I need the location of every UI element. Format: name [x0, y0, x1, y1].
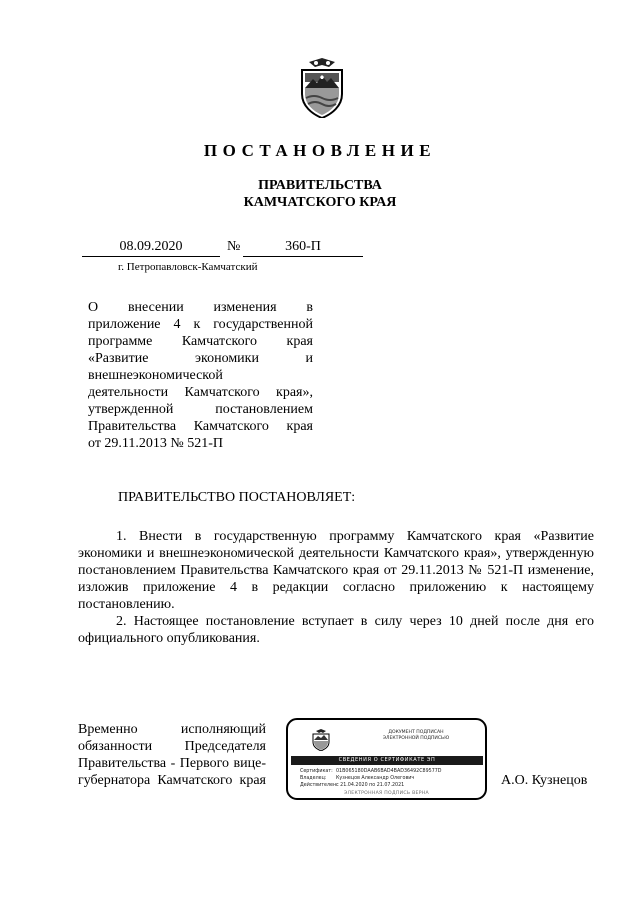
signer-line: обязанности Председателя	[78, 739, 266, 754]
city-name: г. Петропавловск-Камчатский	[118, 261, 258, 273]
stamp-valid-row	[300, 782, 442, 789]
subject-line: О внесении изменения в	[88, 300, 313, 315]
subject-line: приложение 4 к государственной	[88, 317, 313, 332]
stamp-valid-value: с 21.04.2020 по 21.07.2021	[336, 783, 405, 788]
document-number: 360-П	[243, 239, 363, 257]
subject-line: «Развитие экономики и	[88, 351, 313, 366]
signer-line: губернатора Камчатского края	[78, 773, 266, 788]
stamp-cert-row	[300, 768, 442, 775]
number-sign: №	[227, 239, 241, 254]
stamp-header-line-2: ЭЛЕКТРОННОЙ ПОДПИСЬЮ	[382, 736, 450, 741]
stamp-header	[346, 730, 486, 742]
signer-position	[78, 721, 266, 789]
stamp-owner-row	[300, 775, 442, 782]
document-subject	[88, 299, 313, 452]
issuer-line-2: КАМЧАТСКОГО КРАЯ	[243, 195, 397, 210]
electronic-signature-stamp	[286, 718, 487, 800]
stamp-footer: ЭЛЕКТРОННАЯ ПОДПИСЬ ВЕРНА	[343, 791, 429, 796]
stamp-owner-label: Владелец:	[300, 776, 327, 781]
stamp-details	[300, 768, 442, 789]
decree-heading: ПРАВИТЕЛЬСТВО ПОСТАНОВЛЯЕТ:	[118, 490, 356, 505]
issuer-heading	[0, 177, 640, 211]
subject-line: программе Камчатского края	[88, 334, 313, 349]
subject-line: деятельности Камчатского края»,	[88, 385, 313, 400]
paragraph-2: 2. Настоящее постановление вступает в силу через 10 дней после дня его официального опубликования.	[78, 614, 594, 646]
stamp-owner-value: Кузнецов Александр Олегович	[336, 776, 415, 781]
document-type-title: ПОСТАНОВЛЕНИЕ	[203, 141, 437, 160]
signer-line: Временно исполняющий	[78, 722, 266, 737]
stamp-cert-value: 01B065180DAAB6BAD4BAD36492C89577D	[336, 769, 442, 774]
stamp-cert-label: Сертификат:	[300, 769, 333, 774]
stamp-band: СВЕДЕНИЯ О СЕРТИФИКАТЕ ЭП	[291, 756, 483, 765]
subject-line: внешнеэкономической	[88, 368, 223, 383]
stamp-header-line-1: ДОКУМЕНТ ПОДПИСАН	[388, 730, 444, 735]
stamp-valid-label: Действителен:	[300, 783, 338, 788]
issuer-line-1: ПРАВИТЕЛЬСТВА	[258, 178, 382, 193]
signer-name: А.О. Кузнецов	[501, 773, 588, 788]
signer-line: Правительства - Первого вице-	[78, 756, 266, 771]
subject-line: Правительства Камчатского края	[88, 419, 313, 434]
subject-line: утвержденной постановлением	[88, 402, 313, 417]
subject-line: от 29.11.2013 № 521-П	[88, 436, 224, 451]
paragraph-1: 1. Внести в государственную программу Камчатского края «Развитие экономики и внешнеэкономической деятельности Камчатского края», утвержденную постановлением Правительства Камчатского края от 29.11.2013 № 521-П изменение, изложив приложение 4 в редакции согласно приложению к настоящему постановлению.	[78, 529, 594, 612]
stamp-emblem-icon	[311, 729, 331, 751]
coat-of-arms-emblem	[296, 58, 348, 118]
document-date: 08.09.2020	[82, 239, 220, 257]
